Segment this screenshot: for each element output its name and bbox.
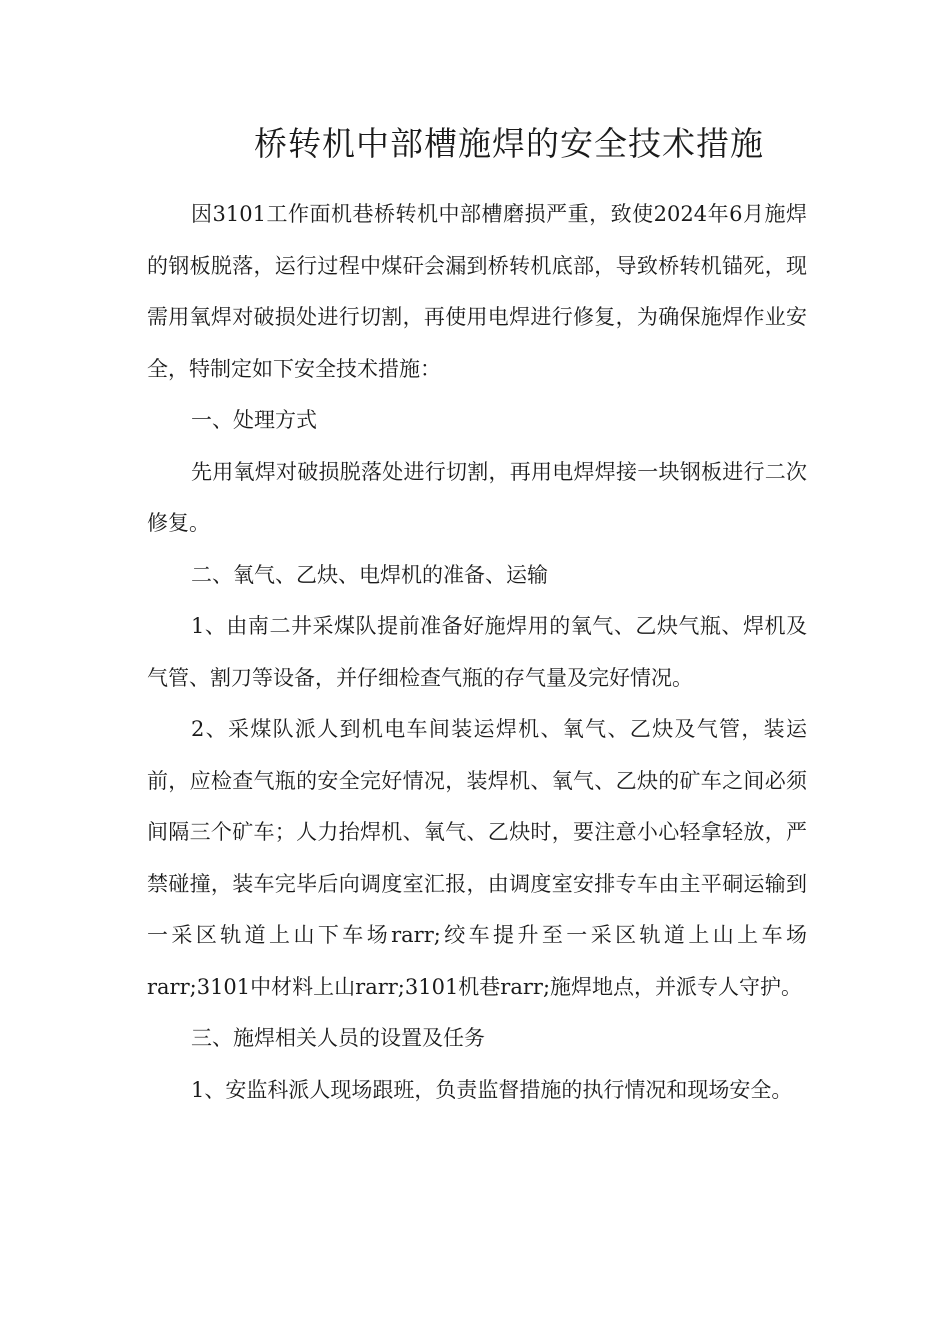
section-2-item-1: 1、由南二井采煤队提前准备好施焊用的氧气、乙炔气瓶、焊机及气管、割刀等设备，并仔细检查气瓶的存气量及完好情况。 [147,614,807,690]
section-heading-1: 一、处理方式 [191,408,317,432]
section-2-item-2: 2、采煤队派人到机电车间装运焊机、氧气、乙炔及气管，装运前，应检查气瓶的安全完好情况，装焊机、氧气、乙炔的矿车之间必须间隔三个矿车；人力抬焊机、氧气、乙炔时，要注意小心轻拿轻放，严禁碰撞，装车完毕后向调度室汇报，由调度室安排专车由主平硐运输到一采区轨道上山下车场rarr;绞车提升至一采区轨道上山上车场rarr;3101中材料上山rarr;3101机巷rarr;施焊地点，并派专人守护。 [147,717,807,999]
document-body [147,189,807,1116]
intro-paragraph: 因3101工作面机巷桥转机中部槽磨损严重，致使2024年6月施焊的钢板脱落，运行过程中煤矸会漏到桥转机底部，导致桥转机锚死，现需用氧焊对破损处进行切割，再使用电焊进行修复，为确保施焊作业安全，特制定如下安全技术措施： [147,202,807,381]
section-heading-3: 三、施焊相关人员的设置及任务 [191,1026,485,1050]
section-heading-2: 二、氧气、乙炔、电焊机的准备、运输 [191,562,548,587]
section-1-paragraph: 先用氧焊对破损脱落处进行切割，再用电焊焊接一块钢板进行二次修复。 [147,459,807,535]
document-title: 桥转机中部槽施焊的安全技术措施 [254,124,764,163]
section-3-item-1: 1、安监科派人现场跟班，负责监督措施的执行情况和现场安全。 [191,1077,793,1102]
